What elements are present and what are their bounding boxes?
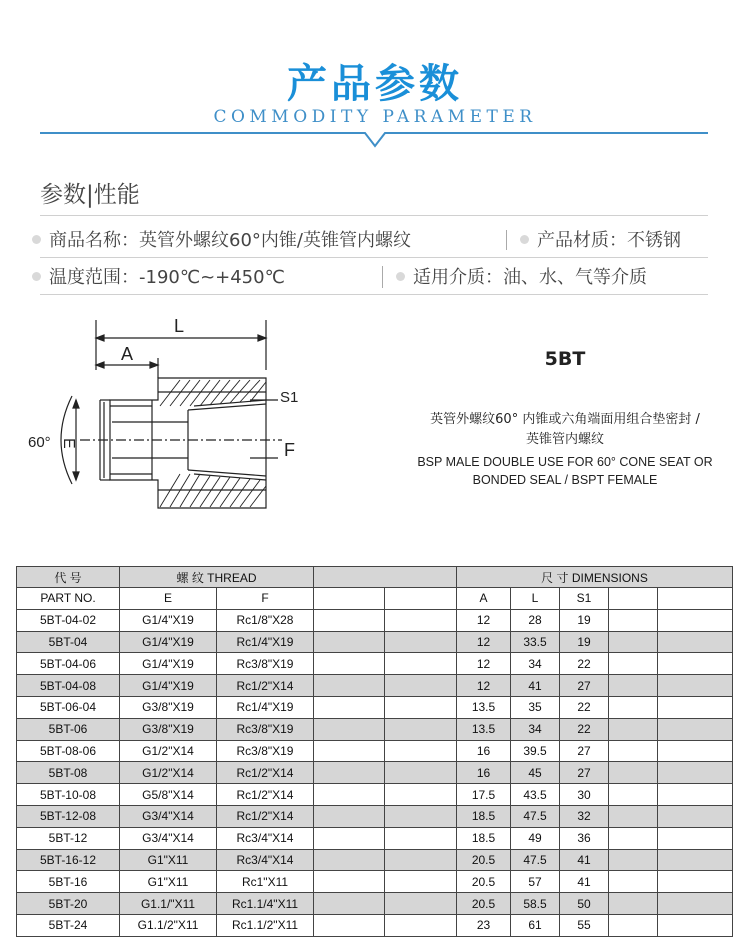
table-cell: 34 — [511, 653, 560, 675]
table-cell: 5BT-04-06 — [17, 653, 120, 675]
table-cell: 13.5 — [457, 696, 511, 718]
param-material — [520, 226, 681, 252]
table-cell: Rc1.1/4"X11 — [217, 893, 314, 915]
table-cell-empty — [609, 871, 658, 893]
table-cell: 5BT-04-08 — [17, 675, 120, 697]
table-cell-empty — [385, 609, 457, 631]
table-cell: Rc1/2"X14 — [217, 762, 314, 784]
table-cell-empty — [658, 631, 733, 653]
model-code: 5BT — [544, 348, 586, 370]
table-cell: G3/4"X14 — [120, 827, 217, 849]
table-row — [17, 631, 733, 653]
divider — [40, 257, 708, 258]
table-cell-empty — [314, 827, 385, 849]
table-cell: Rc1/4"X19 — [217, 631, 314, 653]
table-cell-empty — [314, 871, 385, 893]
table-cell-empty — [314, 805, 385, 827]
table-cell: 5BT-06 — [17, 718, 120, 740]
table-cell-empty — [609, 827, 658, 849]
table-cell: 47.5 — [511, 849, 560, 871]
table-cell: G5/8"X14 — [120, 784, 217, 806]
table-cell-empty — [658, 675, 733, 697]
table-cell: 12 — [457, 653, 511, 675]
table-cell-empty — [314, 653, 385, 675]
label-angle: 60° — [28, 434, 51, 451]
table-row — [17, 893, 733, 915]
table-cell-empty — [385, 675, 457, 697]
desc-cn-line2: 英锥管内螺纹 — [525, 432, 605, 447]
fitting-drawing — [20, 310, 320, 530]
param-temperature-text: 温度范围：-190℃~+450℃ — [49, 267, 285, 288]
table-row — [17, 784, 733, 806]
table-cell: G1/4"X19 — [120, 631, 217, 653]
table-cell: 5BT-08-06 — [17, 740, 120, 762]
table-cell: G1/4"X19 — [120, 653, 217, 675]
table-cell: 34 — [511, 718, 560, 740]
label-e: E — [60, 438, 77, 449]
separator — [382, 266, 383, 288]
table-cell: G1/4"X19 — [120, 675, 217, 697]
table-row — [17, 827, 733, 849]
table-cell-empty — [385, 871, 457, 893]
table-cell-empty — [314, 696, 385, 718]
table-row — [17, 718, 733, 740]
table-cell: 18.5 — [457, 827, 511, 849]
table-cell: 47.5 — [511, 805, 560, 827]
table-cell: 20.5 — [457, 871, 511, 893]
table-cell: Rc3/4"X14 — [217, 849, 314, 871]
table-cell-empty — [385, 762, 457, 784]
table-cell: Rc3/8"X19 — [217, 740, 314, 762]
table-cell: 19 — [560, 609, 609, 631]
table-cell: G1/4"X19 — [120, 609, 217, 631]
table-cell-empty — [385, 827, 457, 849]
table-header-row — [17, 567, 733, 588]
table-cell: 23 — [457, 914, 511, 936]
table-cell: 18.5 — [457, 805, 511, 827]
table-cell-empty — [385, 740, 457, 762]
table-cell-empty — [609, 849, 658, 871]
table-cell: 39.5 — [511, 740, 560, 762]
spec-table — [16, 566, 733, 937]
table-row — [17, 805, 733, 827]
table-cell-empty — [385, 849, 457, 871]
param-name-text: 商品名称：英管外螺纹60°内锥/英锥管内螺纹 — [49, 230, 411, 251]
table-cell-empty — [658, 849, 733, 871]
table-cell: 41 — [511, 675, 560, 697]
table-row — [17, 653, 733, 675]
table-cell-empty — [658, 740, 733, 762]
table-cell: 5BT-04 — [17, 631, 120, 653]
header-s1: S1 — [560, 588, 609, 610]
table-cell: 33.5 — [511, 631, 560, 653]
header-blank — [314, 588, 385, 610]
table-row — [17, 609, 733, 631]
separator — [506, 230, 507, 250]
table-cell: 36 — [560, 827, 609, 849]
table-cell-empty — [609, 740, 658, 762]
table-cell: 5BT-16 — [17, 871, 120, 893]
table-cell: 5BT-10-08 — [17, 784, 120, 806]
table-cell-empty — [385, 805, 457, 827]
table-cell-empty — [314, 740, 385, 762]
table-cell: 5BT-12 — [17, 827, 120, 849]
table-cell-empty — [314, 762, 385, 784]
table-cell: Rc3/8"X19 — [217, 718, 314, 740]
table-cell-empty — [314, 718, 385, 740]
table-cell-empty — [658, 827, 733, 849]
table-cell-empty — [658, 805, 733, 827]
table-cell: 45 — [511, 762, 560, 784]
table-cell: 13.5 — [457, 718, 511, 740]
table-cell-empty — [609, 631, 658, 653]
table-cell-empty — [385, 914, 457, 936]
table-cell: 12 — [457, 675, 511, 697]
header-part-no: PART NO. — [17, 588, 120, 610]
table-cell-empty — [658, 718, 733, 740]
table-cell-empty — [658, 609, 733, 631]
table-cell-empty — [609, 914, 658, 936]
table-cell: 28 — [511, 609, 560, 631]
header-a: A — [457, 588, 511, 610]
header-f: F — [217, 588, 314, 610]
table-cell: 32 — [560, 805, 609, 827]
table-row — [17, 871, 733, 893]
table-cell: 22 — [560, 696, 609, 718]
table-cell: 20.5 — [457, 849, 511, 871]
header-blank — [658, 588, 733, 610]
bullet-icon — [32, 272, 41, 281]
table-cell: G1.1/"X11 — [120, 893, 217, 915]
table-cell-empty — [658, 762, 733, 784]
table-cell: 50 — [560, 893, 609, 915]
table-cell: 12 — [457, 631, 511, 653]
table-cell: 5BT-16-12 — [17, 849, 120, 871]
table-row — [17, 675, 733, 697]
table-cell-empty — [609, 609, 658, 631]
table-cell: 5BT-24 — [17, 914, 120, 936]
table-cell: 61 — [511, 914, 560, 936]
table-cell: Rc1/2"X14 — [217, 784, 314, 806]
table-cell: G1.1/2"X11 — [120, 914, 217, 936]
page-title: 产品参数 — [287, 61, 463, 107]
bullet-icon — [396, 272, 405, 281]
desc-en-line1: BSP MALE DOUBLE USE FOR 60° CONE SEAT OR — [417, 455, 713, 469]
table-cell-empty — [609, 653, 658, 675]
table-cell-empty — [314, 893, 385, 915]
table-cell-empty — [658, 653, 733, 675]
header-code: 代 号 — [17, 567, 120, 588]
header-e: E — [120, 588, 217, 610]
table-cell: 20.5 — [457, 893, 511, 915]
table-cell-empty — [314, 631, 385, 653]
param-material-text: 产品材质：不锈钢 — [537, 230, 681, 251]
table-row — [17, 696, 733, 718]
table-cell: 5BT-06-04 — [17, 696, 120, 718]
table-cell: 27 — [560, 762, 609, 784]
table-cell: Rc3/4"X14 — [217, 827, 314, 849]
title-divider — [0, 128, 750, 158]
param-temperature — [32, 263, 285, 289]
desc-en-line2: BONDED SEAL / BSPT FEMALE — [472, 473, 658, 487]
label-l: L — [174, 316, 185, 336]
table-cell: 16 — [457, 762, 511, 784]
table-cell: 22 — [560, 718, 609, 740]
table-cell: G3/4"X14 — [120, 805, 217, 827]
table-cell: G1/2"X14 — [120, 740, 217, 762]
table-cell: Rc1/4"X19 — [217, 696, 314, 718]
label-f: F — [284, 440, 295, 460]
table-cell-empty — [609, 784, 658, 806]
table-cell-empty — [385, 653, 457, 675]
table-cell-empty — [314, 784, 385, 806]
table-cell: G1/2"X14 — [120, 762, 217, 784]
table-cell: 5BT-08 — [17, 762, 120, 784]
table-row — [17, 849, 733, 871]
table-cell: 16 — [457, 740, 511, 762]
table-cell: 41 — [560, 849, 609, 871]
table-row — [17, 740, 733, 762]
table-cell: 57 — [511, 871, 560, 893]
table-cell-empty — [385, 893, 457, 915]
table-cell: 49 — [511, 827, 560, 849]
section-heading: 参数|性能 — [40, 182, 140, 208]
header-blank — [609, 588, 658, 610]
table-cell: 22 — [560, 653, 609, 675]
table-cell: 58.5 — [511, 893, 560, 915]
table-cell: Rc1/8"X28 — [217, 609, 314, 631]
table-cell-empty — [314, 849, 385, 871]
table-cell: G3/8"X19 — [120, 718, 217, 740]
table-cell: 5BT-12-08 — [17, 805, 120, 827]
table-cell: Rc3/8"X19 — [217, 653, 314, 675]
header-thread: 螺 纹 THREAD — [120, 567, 314, 588]
table-cell-empty — [385, 696, 457, 718]
table-row — [17, 914, 733, 936]
label-s1: S1 — [280, 389, 299, 406]
table-cell: 27 — [560, 675, 609, 697]
table-cell: Rc1"X11 — [217, 871, 314, 893]
table-cell-empty — [609, 675, 658, 697]
table-cell-empty — [314, 675, 385, 697]
table-cell: 55 — [560, 914, 609, 936]
table-cell-empty — [609, 718, 658, 740]
table-cell: G3/8"X19 — [120, 696, 217, 718]
table-cell: Rc1/2"X14 — [217, 805, 314, 827]
table-cell-empty — [658, 914, 733, 936]
table-cell-empty — [385, 631, 457, 653]
table-cell: 30 — [560, 784, 609, 806]
table-cell: 12 — [457, 609, 511, 631]
desc-cn-line1: 英管外螺纹60° 内锥或六角端面用组合垫密封 / — [430, 412, 700, 427]
header-blank — [385, 588, 457, 610]
table-cell: 5BT-04-02 — [17, 609, 120, 631]
table-cell: G1"X11 — [120, 871, 217, 893]
table-cell-empty — [314, 609, 385, 631]
table-cell: 27 — [560, 740, 609, 762]
table-cell-empty — [609, 762, 658, 784]
param-media — [396, 263, 647, 289]
table-cell: 41 — [560, 871, 609, 893]
table-cell-empty — [658, 696, 733, 718]
divider — [40, 215, 708, 216]
divider — [40, 294, 708, 295]
page-subtitle: COMMODITY PARAMETER — [213, 107, 537, 127]
table-cell: G1"X11 — [120, 849, 217, 871]
table-subheader-row — [17, 588, 733, 610]
param-media-text: 适用介质：油、水、气等介质 — [413, 267, 647, 288]
table-cell: Rc1.1/2"X11 — [217, 914, 314, 936]
bullet-icon — [32, 235, 41, 244]
table-cell: 5BT-20 — [17, 893, 120, 915]
bullet-icon — [520, 235, 529, 244]
param-name — [32, 226, 411, 252]
table-cell-empty — [658, 784, 733, 806]
table-cell: 35 — [511, 696, 560, 718]
table-cell: Rc1/2"X14 — [217, 675, 314, 697]
table-cell-empty — [385, 718, 457, 740]
table-cell-empty — [385, 784, 457, 806]
label-a: A — [121, 344, 134, 364]
header-blank — [314, 567, 457, 588]
table-cell: 17.5 — [457, 784, 511, 806]
header-l: L — [511, 588, 560, 610]
table-cell-empty — [609, 696, 658, 718]
table-cell: 43.5 — [511, 784, 560, 806]
header-dimensions: 尺 寸 DIMENSIONS — [457, 567, 733, 588]
table-cell-empty — [314, 914, 385, 936]
table-cell-empty — [609, 805, 658, 827]
table-cell: 19 — [560, 631, 609, 653]
table-cell-empty — [658, 893, 733, 915]
table-cell-empty — [658, 871, 733, 893]
table-cell-empty — [609, 893, 658, 915]
table-row — [17, 762, 733, 784]
